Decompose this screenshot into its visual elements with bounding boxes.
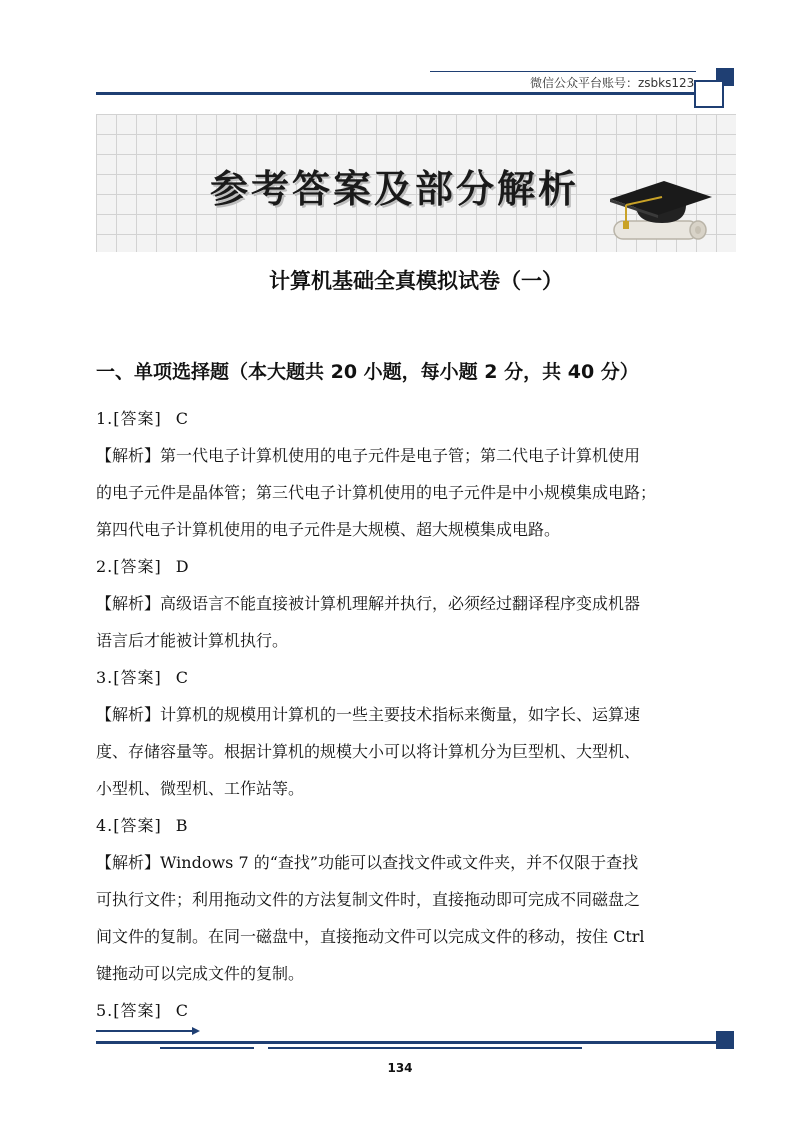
answer-content xyxy=(96,400,736,1029)
explanation-line: 【解析】第一代电子计算机使用的电子元件是电子管；第二代电子计算机使用 xyxy=(96,446,641,465)
answer-line xyxy=(96,400,736,437)
answer-label: 4.[答案] xyxy=(96,816,162,835)
footer-rule-segment xyxy=(160,1047,254,1049)
explanation-line: 【解析】高级语言不能直接被计算机理解并执行，必须经过翻译程序变成机器 xyxy=(96,594,641,613)
document-subtitle: 计算机基础全真模拟试卷（一） xyxy=(269,269,563,293)
answer-line xyxy=(96,548,736,585)
graduation-cap-diploma-icon xyxy=(606,175,716,255)
answer-label: 1.[答案] xyxy=(96,409,162,428)
explanation-line: 度、存储容量等。根据计算机的规模大小可以将计算机分为巨型机、大型机、 xyxy=(96,742,641,761)
answer-label: 2.[答案] xyxy=(96,557,162,576)
explanation-line: 的电子元件是晶体管；第三代电子计算机使用的电子元件是中小规模集成电路； xyxy=(96,483,657,502)
page-number: 134 xyxy=(387,1061,413,1075)
explanation-line: 【解析】Windows 7 的“查找”功能可以查找文件或文件夹，并不仅限于查找 xyxy=(96,853,639,872)
header-thin-rule xyxy=(430,71,696,72)
answer-value: D xyxy=(175,557,189,576)
answer-value: C xyxy=(175,668,189,687)
answer-line xyxy=(96,992,736,1029)
answer-value: C xyxy=(175,409,189,428)
footer-corner-square xyxy=(716,1031,734,1049)
explanation-line: 第四代电子计算机使用的电子元件是大规模、超大规模集成电路。 xyxy=(96,520,561,539)
explanation-line: 【解析】计算机的规模用计算机的一些主要技术指标来衡量，如字长、运算速 xyxy=(96,705,641,724)
answer-label: 3.[答案] xyxy=(96,668,162,687)
answer-value: B xyxy=(175,816,188,835)
answer-value: C xyxy=(175,1001,189,1020)
footer-rule-segment xyxy=(268,1047,582,1049)
footer-rule xyxy=(96,1041,716,1044)
answer-line xyxy=(96,659,736,696)
header-corner-box xyxy=(694,80,724,108)
explanation-line: 语言后才能被计算机执行。 xyxy=(96,631,289,650)
section-heading: 一、单项选择题（本大题共 20 小题，每小题 2 分，共 40 分） xyxy=(96,361,639,383)
answer-label: 5.[答案] xyxy=(96,1001,162,1020)
answer-line xyxy=(96,807,736,844)
header-rule xyxy=(96,92,694,95)
explanation-line: 可执行文件；利用拖动文件的方法复制文件时，直接拖动即可完成不同磁盘之 xyxy=(96,890,641,909)
explanation-line: 间文件的复制。在同一磁盘中，直接拖动文件可以完成文件的移动，按住 Ctrl xyxy=(96,927,645,946)
explanation-line: 键拖动可以完成文件的复制。 xyxy=(96,964,305,983)
banner-title: 参考答案及部分解析 xyxy=(210,167,580,211)
explanation-line: 小型机、微型机、工作站等。 xyxy=(96,779,305,798)
footer-arrow-icon xyxy=(96,1025,200,1037)
wechat-account: 微信公众平台账号：zsbks123 xyxy=(530,76,695,90)
